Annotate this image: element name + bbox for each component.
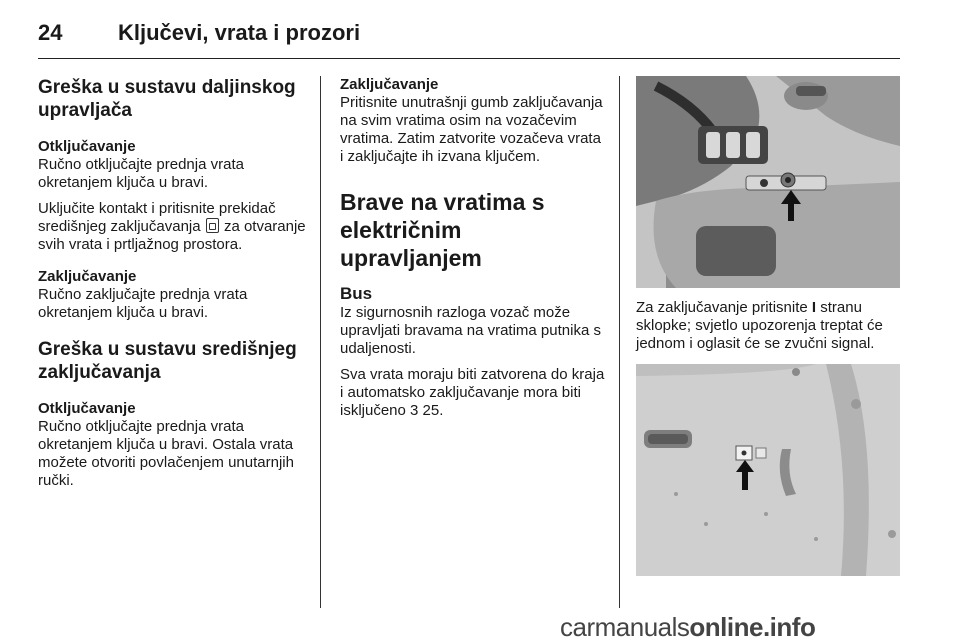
caption-text: stranu sklopke; svjetlo upozorenja treptat će jednom i oglasit će se zvučni signal. xyxy=(636,299,883,352)
column-divider xyxy=(320,76,321,608)
paragraph: Ručno otključajte prednja vrata okretanjem ključa u bravi. xyxy=(38,156,244,191)
dashboard-switch-photo xyxy=(636,76,900,288)
watermark xyxy=(560,612,815,643)
section-title: Greška u sustavu daljinskog upravljača xyxy=(38,77,296,121)
page-number: 24 xyxy=(38,20,63,45)
caption-emphasis: I xyxy=(811,299,817,316)
paragraph: Iz sigurnosnih razloga vozač može upravljati bravama na vratima putnika s udaljenosti. xyxy=(340,304,601,357)
paragraph xyxy=(340,366,605,420)
subheading: Otključavanje xyxy=(38,400,136,417)
column-1 xyxy=(38,76,308,498)
door-panel-photo xyxy=(636,364,900,576)
watermark-text: carmanuals xyxy=(560,612,690,642)
column-divider xyxy=(619,76,620,608)
caption-text: Za zaključavanje pritisnite xyxy=(636,299,808,316)
paragraph: Pritisnite unutrašnji gumb zaključavanja na svim vratima osim na vozačevim vratima. Zatim zatvorite vozačeva vrata i zaključajte ih izvana ključem. xyxy=(340,94,603,165)
section-title: Greška u sustavu središnjeg zaključavanja xyxy=(38,339,297,383)
subheading: Zaključavanje xyxy=(340,76,439,93)
photo-caption xyxy=(636,299,904,353)
page-reference: 3 25. xyxy=(410,402,444,419)
paragraph xyxy=(38,200,308,254)
door-illustration xyxy=(636,364,900,576)
paragraph-text: za otvaranje svih vrata i prtljažnog prostora. xyxy=(38,218,306,253)
subheading: Bus xyxy=(340,284,373,303)
chapter-title: Ključevi, vrata i prozori xyxy=(118,20,361,45)
subheading: Zaključavanje xyxy=(38,268,137,285)
paragraph: Ručno otključajte prednja vrata okretanjem ključa u bravi. Ostala vrata možete otvoriti povlačenjem unutarnjih ručki. xyxy=(38,418,294,489)
dashboard-illustration xyxy=(636,76,900,288)
paragraph: Ručno zaključajte prednja vrata okretanjem ključa u bravi. xyxy=(38,286,248,321)
central-lock-icon xyxy=(206,218,219,233)
column-2 xyxy=(340,76,605,428)
page-header xyxy=(38,18,900,59)
paragraph-text: Sva vrata moraju biti zatvorena do kraja i automatsko zaključavanje mora biti isključeno xyxy=(340,366,605,419)
paragraph-text: Uključite kontakt i pritisnite prekidač središnjeg zaključavanja xyxy=(38,200,276,235)
section-title: Brave na vratima s električnim upravljanjem xyxy=(340,189,545,271)
watermark-text: online.info xyxy=(689,612,816,642)
subheading: Otključavanje xyxy=(38,138,136,155)
